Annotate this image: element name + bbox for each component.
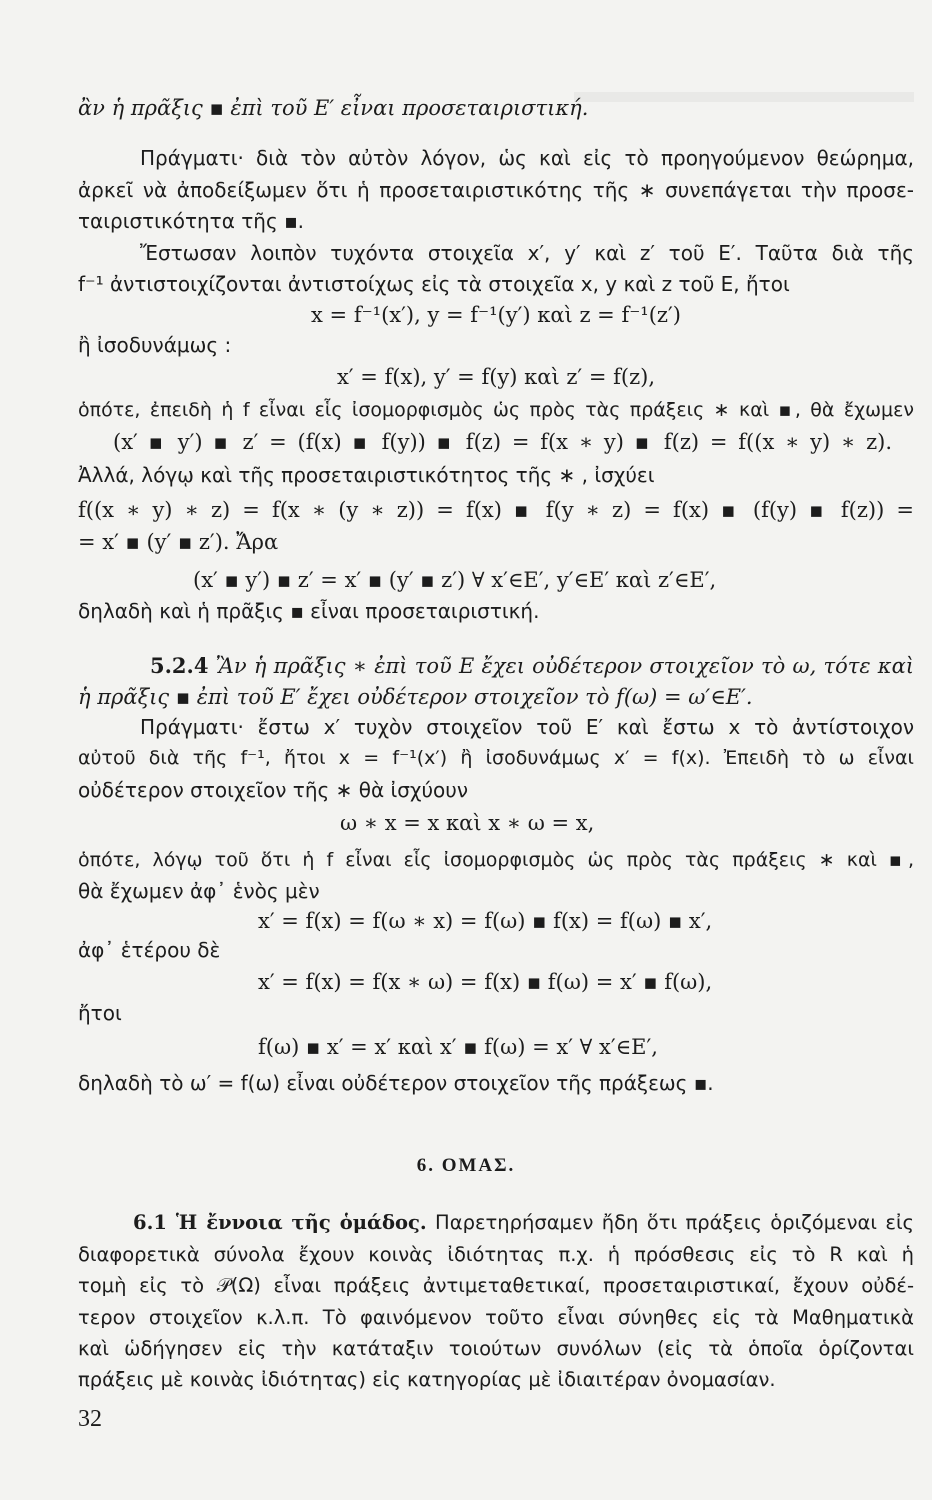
section-text-line: καὶ ὡδήγησεν εἰς τὴν κατάταξιν τοιούτων συνόλων (εἰς τὰ ὁποῖα ὁρίζονται [78,1337,914,1360]
text-line: δηλαδὴ τὸ ω′ = f(ω) εἶναι οὐδέτερον στοιχεῖον τῆς πράξεως ▪. [78,1071,714,1095]
section-text-line: τερον στοιχεῖον κ.λ.π. Τὸ φαινόμενον τοῦτο εἶναι σύνηθες εἰς τὰ Μαθηματικὰ [78,1306,914,1329]
formula-line: x′ = f(x) = f(ω ∗ x) = f(ω) ▪ f(x) = f(ω) ▪ x′, [258,909,713,933]
formula-line: x′ = f(x) = f(x ∗ ω) = f(x) ▪ f(ω) = x′ ▪ f(ω), [258,970,713,994]
formula-line: x = f⁻¹(x′), y = f⁻¹(y′) καὶ z = f⁻¹(z′) [311,303,681,327]
formula-line: = x′ ▪ (y′ ▪ z′). Ἄρα [78,530,279,554]
formula-line: (x′ ▪ y′) ▪ z′ = x′ ▪ (y′ ▪ z′) ∀ x′∈E′, y′∈E′ καὶ z′∈E′, [193,568,717,592]
section-text-line: 6.1 Ἡ ἔννοια τῆς ὁμάδος. Παρετηρήσαμεν ἤδη ὅτι πράξεις ὁριζόμεναι εἰς [133,1211,914,1234]
text-line: ταιριστικότητα τῆς ▪. [78,209,304,233]
text-line: αὐτοῦ διὰ τῆς f⁻¹, ἤτοι x = f⁻¹(x′) ἢ ἰσοδυνάμως x′ = f(x). Ἐπειδὴ τὸ ω εἶναι [78,747,914,769]
page-number: 32 [78,1406,102,1432]
text-line: οὐδέτερον στοιχεῖον τῆς ∗ θὰ ἰσχύουν [78,778,469,802]
section-text-line: τομὴ εἰς τὸ 𝒫(Ω) εἶναι πράξεις ἀντιμεταθετικαί, προσεταιριστικαί, ἔχουν οὐδέ- [78,1274,914,1297]
text-line: Πράγματι· ἔστω x′ τυχὸν στοιχεῖον τοῦ E′ καὶ ἔστω x τὸ ἀντίστοιχον [140,715,914,739]
theorem-statement: ἡ πρᾶξις ▪ ἐπὶ τοῦ E′ ἔχει οὐδέτερον στοιχεῖον τὸ f(ω) = ω′∈E′. [78,685,753,709]
text-line: ἀρκεῖ νὰ ἀποδείξωμεν ὅτι ἡ προσεταιριστικότης τῆς ∗ συνεπάγεται τὴν προσε- [78,178,914,202]
formula-line: x′ = f(x), y′ = f(y) καὶ z′ = f(z), [336,365,656,389]
text-line: Ἔστωσαν λοιπὸν τυχόντα στοιχεῖα x′, y′ καὶ z′ τοῦ E′. Ταῦτα διὰ τῆς [140,241,914,265]
text-line: f⁻¹ ἀντιστοιχίζονται ἀντιστοίχως εἰς τὰ στοιχεῖα x, y καὶ z τοῦ E, ἤτοι [78,272,790,296]
text-line: δηλαδὴ καὶ ἡ πρᾶξις ▪ εἶναι προσεταιριστική. [78,599,540,623]
text-line: ἀφ᾽ ἑτέρου δὲ [78,938,221,962]
text-line: ἢ ἰσοδυνάμως : [78,333,232,357]
text-line: Πράγματι· διὰ τὸν αὐτὸν λόγον, ὡς καὶ εἰς τὸ προηγούμενον θεώρημα, [140,146,914,170]
theorem-statement: 5.2.4 Ἂν ἡ πρᾶξις ∗ ἐπὶ τοῦ E ἔχει οὐδέτερον στοιχεῖον τὸ ω, τότε καὶ [150,653,914,678]
formula-line: ω ∗ x = x καὶ x ∗ ω = x, [340,811,595,835]
formula-line: f((x ∗ y) ∗ z) = f(x ∗ (y ∗ z)) = f(x) ▪ f(y ∗ z) = f(x) ▪ (f(y) ▪ f(z)) = [78,498,914,522]
text-line: ἂν ἡ πρᾶξις ▪ ἐπὶ τοῦ Ε′ εἶναι προσεταιριστική. [78,96,589,120]
section-text-line: πράξεις μὲ κοινὰς ἰδιότητας) εἰς κατηγορίας μὲ ἰδιαιτέραν ὀνομασίαν. [78,1368,776,1391]
section-text-line: διαφορετικὰ σύνολα ἔχουν κοινὰς ἰδιότητας π.χ. ἡ πρόσθεσις εἰς τὸ R καὶ ἡ [78,1243,914,1266]
section-heading: 6. ΟΜΑΣ. [416,1155,516,1176]
text-line: Ἀλλά, λόγῳ καὶ τῆς προσεταιριστικότητος τῆς ∗ , ἰσχύει [78,463,655,487]
text-line: ὁπότε, ἐπειδὴ ἡ f εἶναι εἷς ἰσομορφισμὸς ὡς πρὸς τὰς πράξεις ∗ καὶ ▪, θὰ ἔχωμεν [78,399,914,421]
text-line: ὁπότε, λόγῳ τοῦ ὅτι ἡ f εἶναι εἷς ἰσομορφισμὸς ὡς πρὸς τὰς πράξεις ∗ καὶ ▪, [78,849,914,871]
formula-line: f(ω) ▪ x′ = x′ καὶ x′ ▪ f(ω) = x′ ∀ x′∈E′, [258,1035,658,1059]
formula-line: (x′ ▪ y′) ▪ z′ = (f(x) ▪ f(y)) ▪ f(z) = f(x ∗ y) ▪ f(z) = f((x ∗ y) ∗ z). [113,430,892,454]
text-line: θὰ ἔχωμεν ἀφ᾽ ἑνὸς μὲν [78,879,320,903]
text-line: ἤτοι [78,1001,122,1025]
